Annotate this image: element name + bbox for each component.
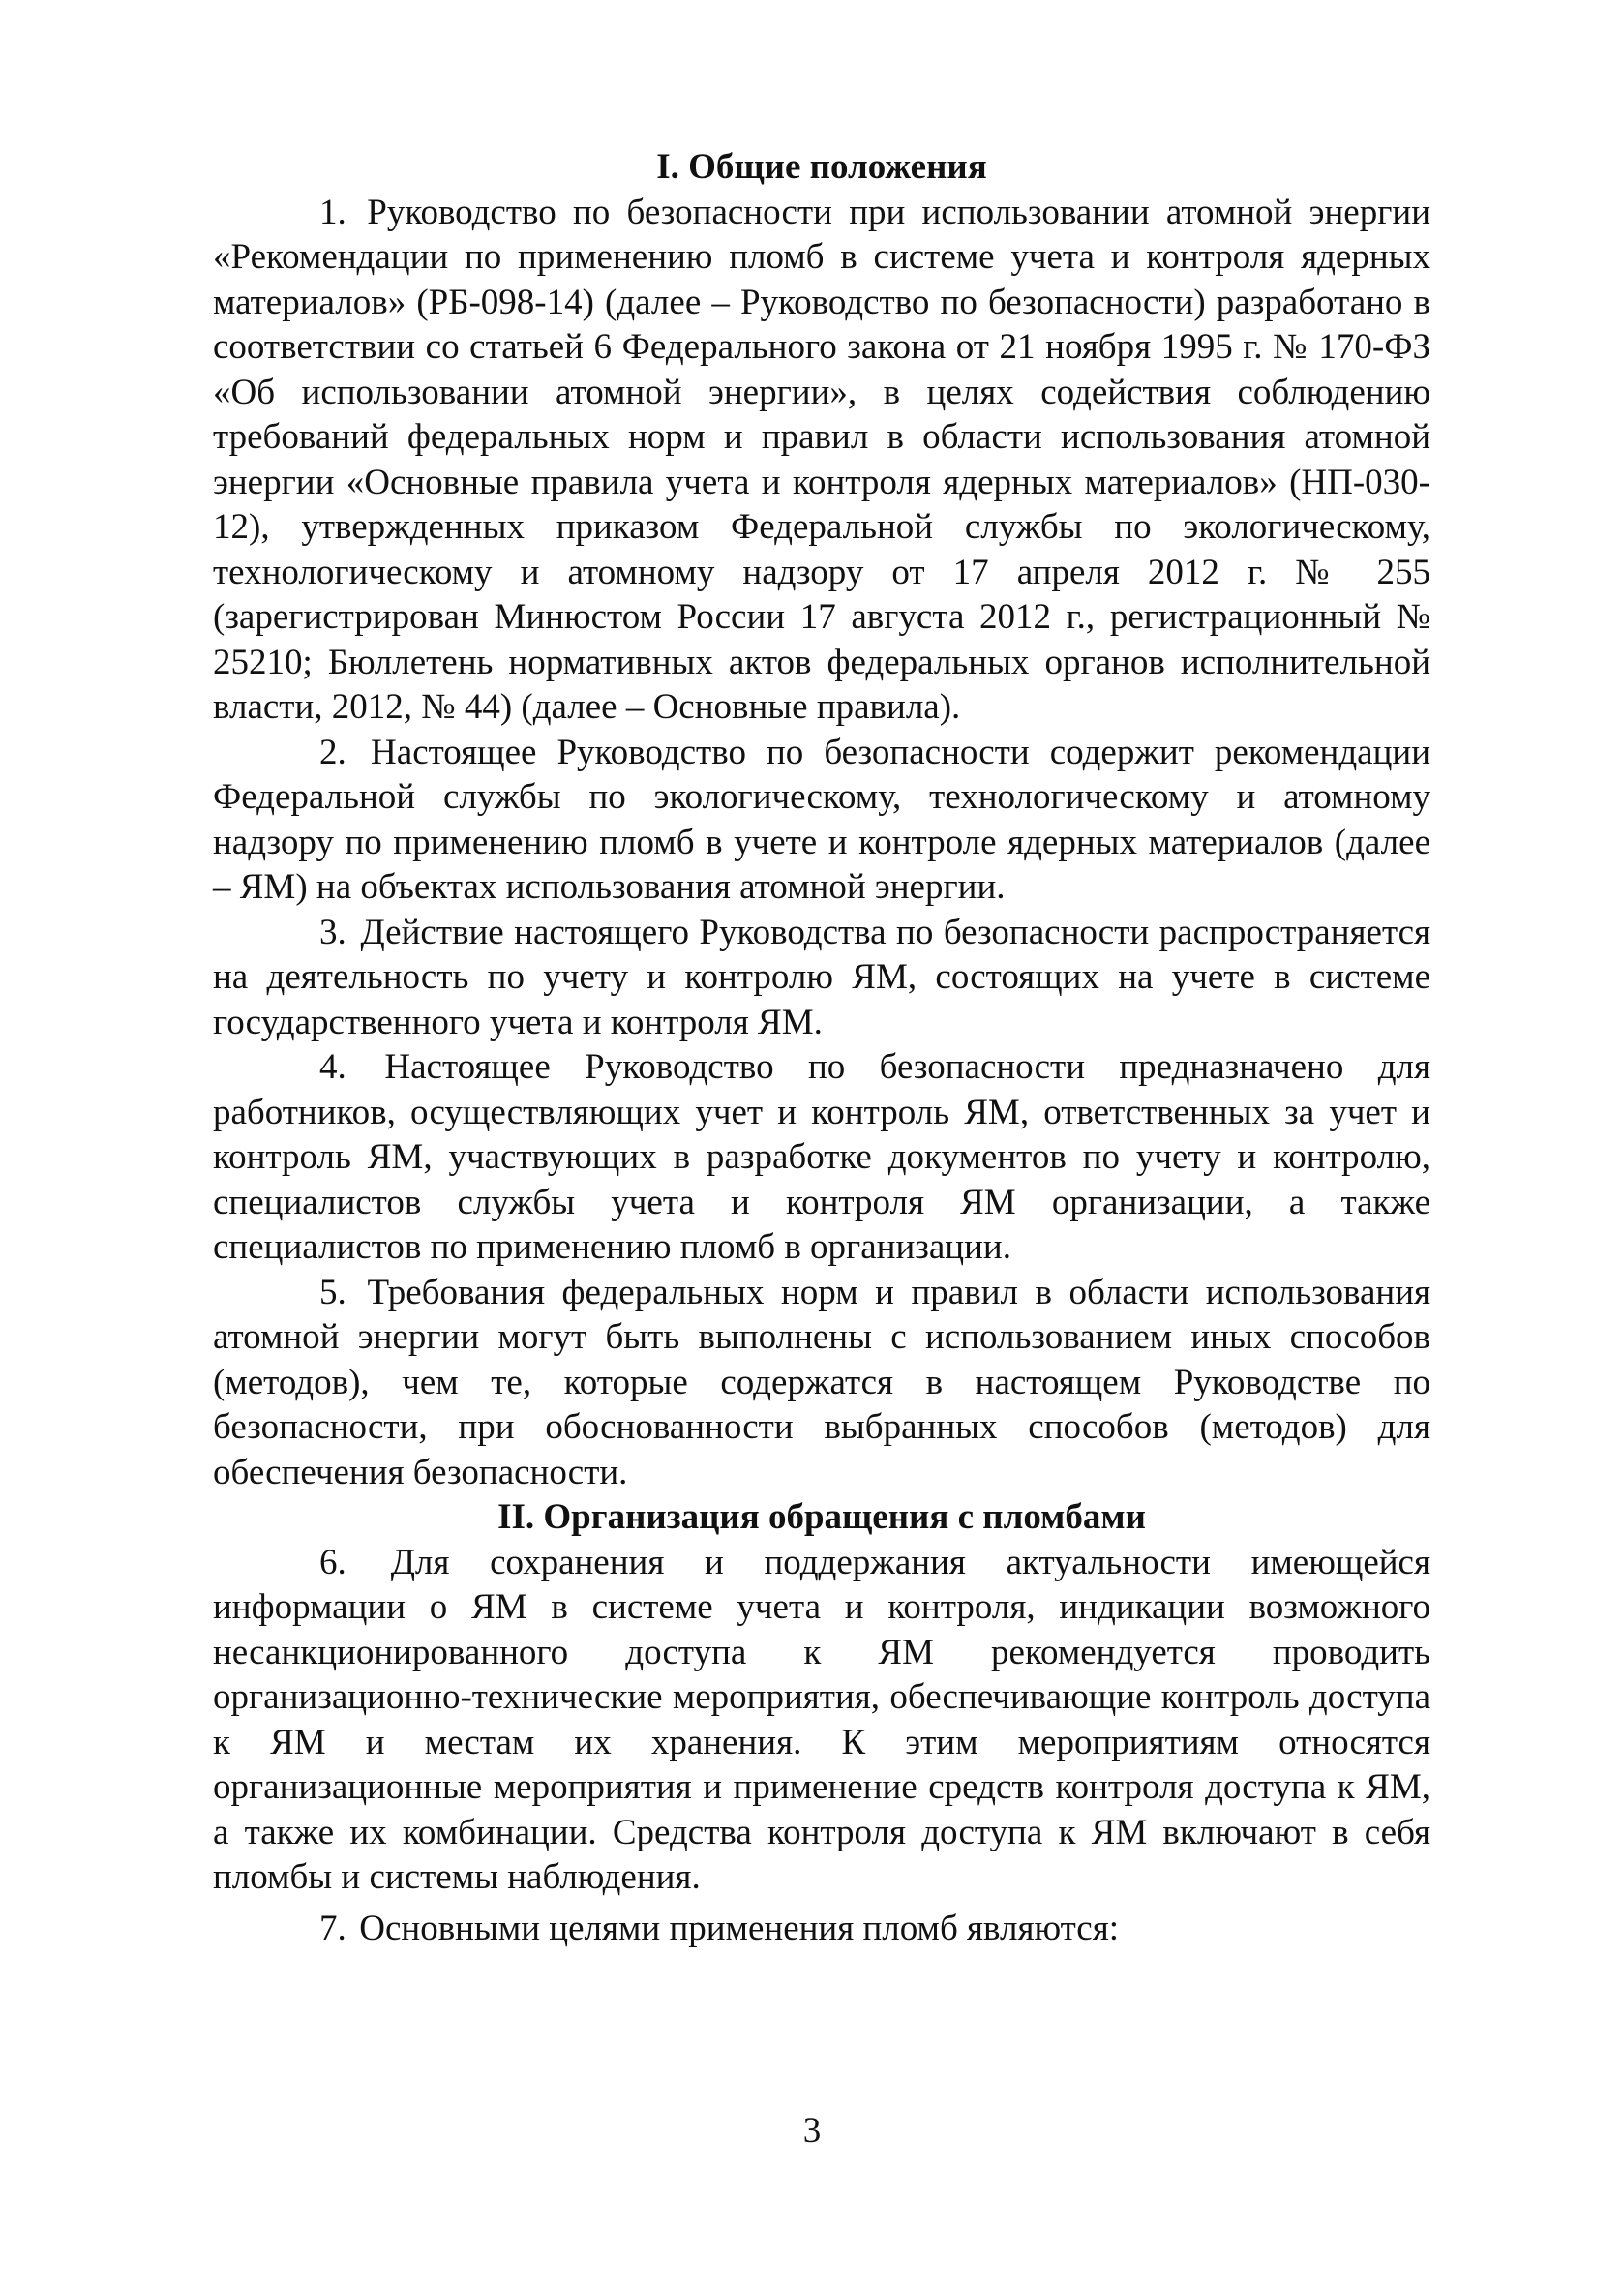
paragraph-6-text: Для сохранения и поддержания актуальности имеющейся информации о ЯМ в системе учета и контроля, индикации возможного несанкционированного доступа к ЯМ рекомендуется проводить организационно-технические мероприятия, обеспечивающие контроль доступа к ЯМ и местам их хранения. К этим мероприятиям относятся организационные мероприятия и применение средств контроля доступа к ЯМ, а также их комбинации. Средства контроля доступа к ЯМ включают в себя пломбы и системы наблюдения. [213, 1542, 1431, 1897]
paragraph-3-text: Действие настоящего Руководства по безопасности распространяется на деятельность по учету и контролю ЯМ, состоящих на учете в системе государственного учета и контроля ЯМ. [213, 912, 1431, 1042]
paragraph-7 [213, 1907, 1430, 1952]
paragraph-5 [213, 1271, 1430, 1496]
paragraph-3 [213, 911, 1430, 1046]
section-2-heading: II. Организация обращения с пломбами [497, 1497, 1146, 1537]
paragraph-6-number: 6. [319, 1542, 346, 1582]
paragraph-6 [213, 1541, 1430, 1901]
paragraph-4 [213, 1045, 1430, 1271]
paragraph-5-number: 5. [319, 1272, 346, 1312]
paragraph-7-text: Основными целями применения пломб являются: [359, 1908, 1120, 1948]
paragraph-1-number: 1. [319, 192, 346, 232]
section-1-heading: I. Общие положения [656, 147, 987, 187]
paragraph-2 [213, 731, 1430, 911]
paragraph-1-text: Руководство по безопасности при использовании атомной энергии «Рекомендации по применению пломб в системе учета и контроля ядерных материалов» (РБ-098-14) (далее – Руководство по безопасности) разработано в соответствии со статьей 6 Федерального закона от 21 ноября 1995 г. № 170-ФЗ «Об использовании атомной энергии», в целях содействия соблюдению требований федеральных норм и правил в области использования атомной энергии «Основные правила учета и контроля ядерных материалов» (НП-030-12), утвержденных приказом Федеральной службы по экологическому, технологическому и атомному надзору от 17 апреля 2012 г. № 255 (зарегистрирован Минюстом России 17 августа 2012 г., регистрационный № 25210; Бюллетень нормативных актов федеральных органов исполнительной власти, 2012, № 44) (далее – Основные правила). [213, 192, 1430, 727]
paragraph-5-text: Требования федеральных норм и правил в области использования атомной энергии могут быть выполнены с использованием иных способов (методов), чем те, которые содержатся в настоящем Руководстве по безопасности, при обоснованности выбранных способов (методов) для обеспечения безопасности. [213, 1272, 1431, 1492]
paragraph-7-number: 7. [319, 1908, 346, 1948]
paragraph-2-number: 2. [319, 732, 346, 772]
paragraph-4-number: 4. [319, 1047, 346, 1087]
paragraph-2-text: Настоящее Руководство по безопасности содержит рекомендации Федеральной службы по экологическому, технологическому и атомному надзору по применению пломб в учете и контроле ядерных материалов (далее – ЯМ) на объектах использования атомной энергии. [213, 732, 1430, 907]
paragraph-4-text: Настоящее Руководство по безопасности предназначено для работников, осуществляющих учет и контроль ЯМ, ответственных за учет и контроль ЯМ, участвующих в разработке документов по учету и контролю, специалистов службы учета и контроля ЯМ организации, а также специалистов по применению пломб в организации. [213, 1047, 1431, 1267]
paragraph-1 [213, 191, 1430, 731]
document-page [213, 145, 1430, 1951]
paragraph-3-number: 3. [319, 912, 346, 952]
page-number: 3 [802, 2111, 822, 2151]
